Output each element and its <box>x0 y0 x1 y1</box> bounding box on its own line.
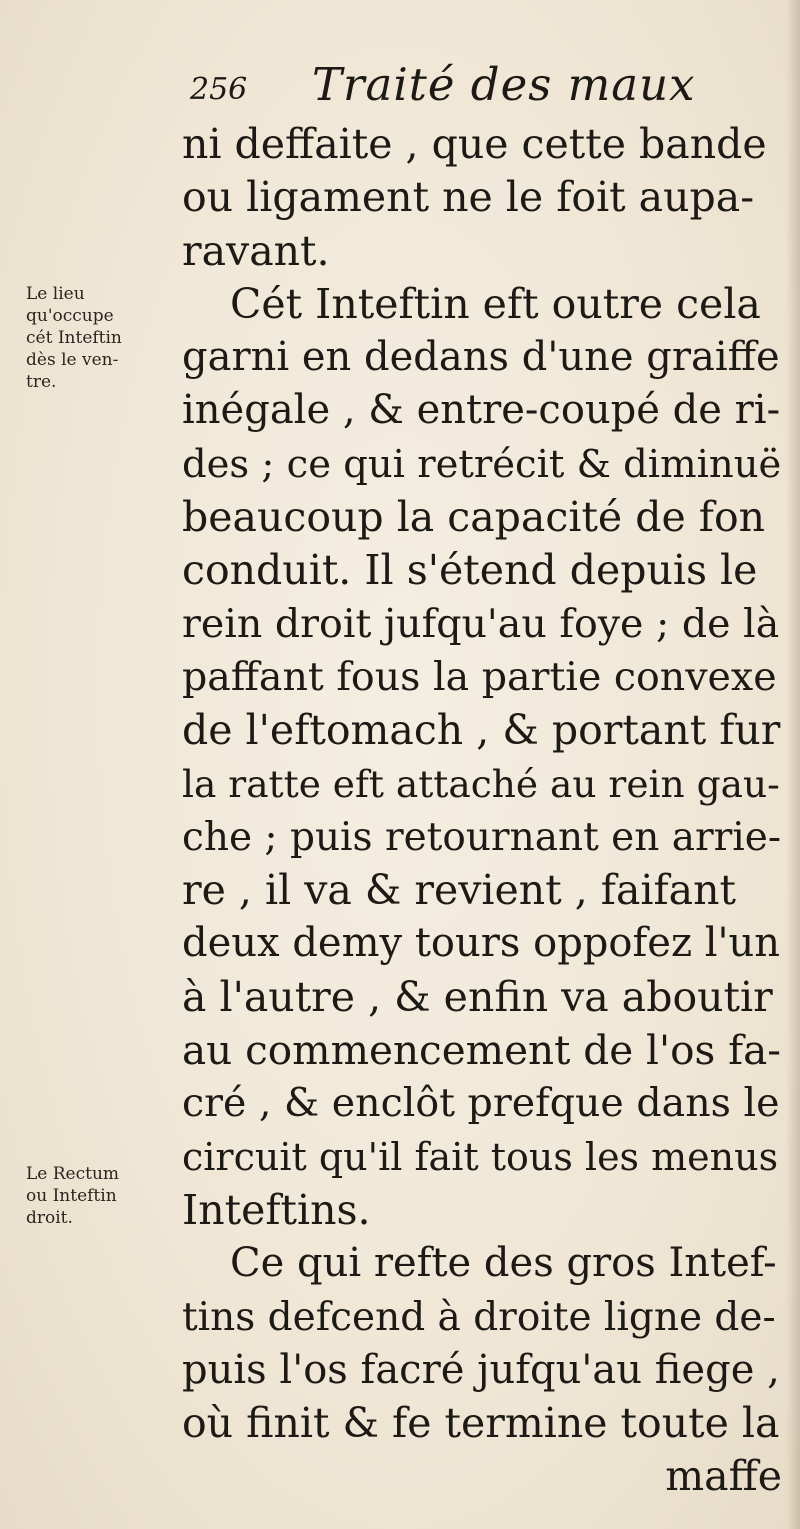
page-edge-shadow <box>786 0 800 1529</box>
text-line: inégale , & entre-coupé de ri- <box>182 387 781 434</box>
margin-note-intestine-location <box>26 283 166 393</box>
text-line: puis l'os facré jufqu'au fiege , <box>182 1346 780 1393</box>
margin-note-line: qu'occupe <box>26 306 114 326</box>
text-line: circuit qu'il fait tous les menus <box>182 1134 779 1179</box>
text-line: beaucoup la capacité de fon <box>182 493 766 542</box>
margin-note-line: tre. <box>26 372 57 392</box>
margin-note-rectum <box>26 1163 166 1229</box>
page-number: 256 <box>190 72 248 107</box>
body-text <box>182 118 782 1504</box>
text-line: Ce qui refte des gros Intef- <box>230 1240 777 1287</box>
margin-note-line: dès le ven- <box>26 350 119 370</box>
text-line: garni en dedans d'une graiffe <box>182 334 780 381</box>
text-line: ravant. <box>182 226 330 275</box>
text-line: la ratte eft attaché au rein gau- <box>182 761 780 806</box>
text-line: conduit. Il s'étend depuis le <box>182 546 758 595</box>
catchword: maffe <box>665 1452 782 1501</box>
text-line: tins defcend à droite ligne de- <box>182 1294 776 1340</box>
text-line: re , il va & revient , faifant <box>182 866 737 915</box>
margin-note-line: ou Inteftin <box>26 1186 117 1206</box>
margin-note-line: Le lieu <box>26 284 85 304</box>
margin-note-line: Le Rectum <box>26 1164 120 1184</box>
text-line: Inteftins. <box>182 1185 371 1234</box>
text-line: ni deffaite , que cette bande <box>182 120 767 168</box>
text-line: che ; puis retournant en arrie- <box>182 814 781 860</box>
text-line: ou ligament ne le foit aupa- <box>182 173 755 222</box>
text-line: deux demy tours oppofez l'un <box>182 920 781 967</box>
text-line: de l'eftomach , & portant fur <box>182 706 781 755</box>
text-line: à l'autre , & enfin va aboutir <box>182 972 773 1021</box>
text-line: cré , & enclôt prefque dans le <box>182 1080 780 1127</box>
text-line: des ; ce qui retrécit & diminuë <box>182 441 782 487</box>
margin-note-line: droit. <box>26 1208 73 1228</box>
text-line: Cét Inteftin eft outre cela <box>230 279 761 328</box>
running-title: Traité des maux <box>312 58 696 111</box>
margin-note-line: cét Inteftin <box>26 328 122 348</box>
text-line: où finit & fe termine toute la <box>182 1399 780 1448</box>
text-line: rein droit jufqu'au foye ; de là <box>182 600 780 647</box>
text-line: au commencement de l'os fa- <box>182 1026 781 1075</box>
text-line: paffant fous la partie convexe <box>182 653 777 700</box>
